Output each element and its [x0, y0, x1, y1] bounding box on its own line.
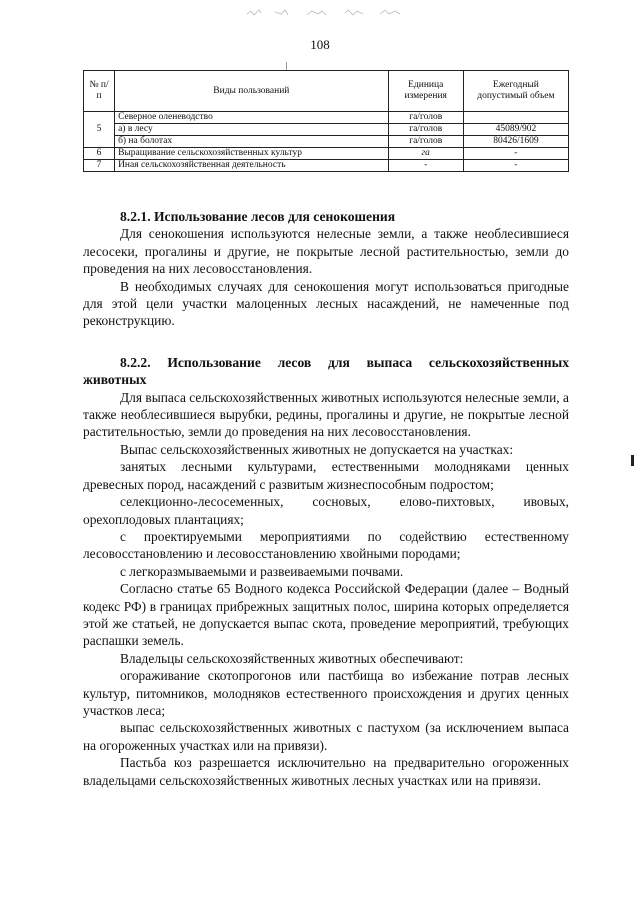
document-body [83, 208, 569, 789]
row-volume: 80426/1609 [463, 136, 568, 148]
row-unit: га/голов [388, 136, 463, 148]
scan-artifact [245, 6, 415, 20]
list-item: с легкоразмываемыми и развеиваемыми почвами. [120, 563, 404, 579]
list-item: выпас сельскохозяйственных животных с пастухом (за исключением выпаса на огороженных участках или на привязи). [83, 720, 569, 753]
row-number: 5 [84, 112, 115, 148]
paragraph: Владельцы сельскохозяйственных животных обеспечивают: [120, 650, 464, 666]
row-kind: Северное оленеводство [115, 112, 389, 124]
section-heading: 8.2.2. Использование лесов для выпаса сельскохозяйственных животных [83, 354, 569, 388]
table-row [84, 160, 569, 172]
header-kind: Виды пользований [115, 71, 389, 112]
paragraph: Выпас сельскохозяйственных животных не допускается на участках: [120, 441, 514, 457]
paragraph: Пастьба коз разрешается исключительно на предварительно огороженных владельцами сельскохозяйственных животных лесных участках или на привязи. [83, 755, 569, 788]
row-number: 7 [84, 160, 115, 172]
paragraph: Для сенокошения используются нелесные земли, а также необлесившиеся лесосеки, прогалины и другие, не покрытые лесной растительностью, земли до проведения на них лесовосстановления. [83, 226, 569, 277]
table-header-row [84, 71, 569, 112]
row-kind: Выращивание сельскохозяйственных культур [115, 148, 389, 160]
section-heading: 8.2.1. Использование лесов для сенокошения [120, 209, 396, 224]
section-gap [83, 330, 569, 354]
paragraph: В необходимых случаях для сенокошения могут использоваться пригодные для этой цели участки малоценных лесных насаждений, не намеченные под реконструкцию. [83, 278, 569, 329]
header-unit: Единица измерения [388, 71, 463, 112]
scan-mark [286, 62, 287, 70]
row-kind: б) на болотах [115, 136, 389, 148]
row-kind: а) в лесу [115, 124, 389, 136]
header-volume: Ежегодный допустимый объем [463, 71, 568, 112]
list-item: селекционно-лесосеменных, сосновых, елово-пихтовых, ивовых, орехоплодовых плантациях; [83, 494, 569, 527]
table-row [84, 124, 569, 136]
margin-mark [631, 455, 634, 466]
row-unit: га [388, 148, 463, 160]
row-kind: Иная сельскохозяйственная деятельность [115, 160, 389, 172]
row-volume: 45089/902 [463, 124, 568, 136]
row-unit: - [388, 160, 463, 172]
table-row [84, 148, 569, 160]
page-number: 108 [310, 37, 330, 52]
paragraph: Для выпаса сельскохозяйственных животных используются нелесные земли, а также необлесившиеся вырубки, редины, прогалины и другие, не покрытые лесной растительностью, земли до проведения на них лесовосстановления. [83, 389, 569, 440]
list-item: огораживание скотопрогонов или пастбища во избежание потрав лесных культур, питомников, молодняков естественного происхождения и других ценных участков леса; [83, 668, 569, 718]
row-volume: - [463, 160, 568, 172]
row-volume: - [463, 148, 568, 160]
row-number: 6 [84, 148, 115, 160]
land-use-table [83, 70, 569, 172]
header-number: № п/п [84, 71, 115, 112]
row-unit: га/голов [388, 112, 463, 124]
row-unit: га/голов [388, 124, 463, 136]
table-row [84, 136, 569, 148]
list-item: занятых лесными культурами, естественными молодняками ценных древесных пород, насаждений с развитым жизнеспособным подростом; [83, 459, 569, 492]
row-volume [463, 112, 568, 124]
list-item: с проектируемыми мероприятиями по содействию естественному лесовосстановлению и лесовосстановлению хвойными породами; [83, 528, 569, 562]
table-row [84, 112, 569, 124]
paragraph: Согласно статье 65 Водного кодекса Российской Федерации (далее – Водный кодекс РФ) в границах прибрежных защитных полос, ширина которых определяется этой же статьей, не допускается выпас скота, проведение мероприятий, требующих распашки земель. [83, 581, 569, 649]
